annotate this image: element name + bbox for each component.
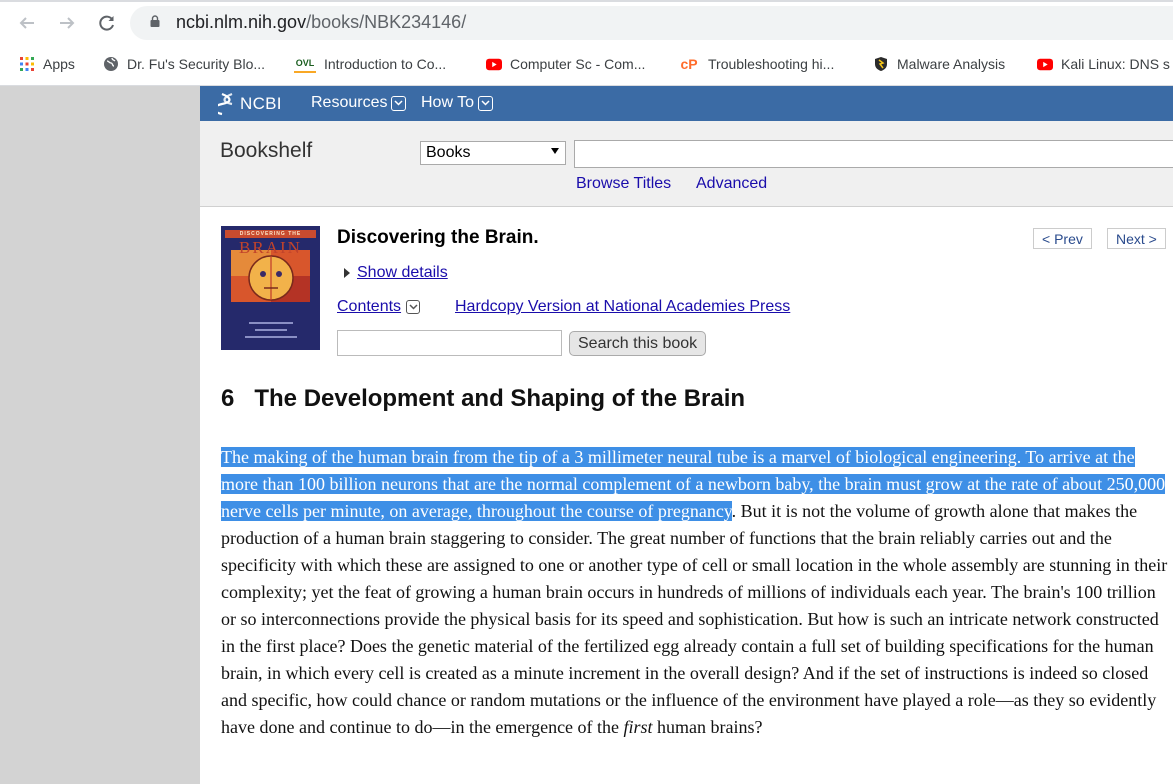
selected-text: The making of the human brain from the tip of a 3 millimeter neural tube is a marvel of biological engineering. To arrive at the more than 100 billion neurons that are the normal complement of a newborn baby, the brain must grow at the rate of about 250,000 nerve cells per minute, on average, throughout the course of pregnancy bbox=[221, 447, 1166, 521]
chapter-paragraph bbox=[221, 444, 1173, 741]
bookmark-label: Kali Linux: DNS s bbox=[1061, 56, 1170, 72]
menu-label: Resources bbox=[311, 94, 388, 111]
ncbi-header bbox=[200, 86, 1173, 121]
page-left-margin bbox=[0, 86, 200, 784]
dropdown-arrow-icon bbox=[551, 148, 559, 154]
bookmark-label: Malware Analysis bbox=[897, 56, 1006, 72]
search-this-book-button[interactable]: Search this book bbox=[569, 331, 706, 356]
menu-resources[interactable] bbox=[311, 94, 406, 112]
chevron-down-icon bbox=[406, 300, 420, 314]
disclosure-triangle-icon bbox=[344, 268, 350, 278]
url-text[interactable] bbox=[176, 12, 466, 33]
emphasis-text: first bbox=[623, 717, 653, 737]
bookmark-introduction[interactable] bbox=[294, 54, 446, 74]
back-button[interactable] bbox=[14, 10, 40, 36]
contents-link: Contents bbox=[337, 298, 402, 315]
bookmark-label: Computer Sc - Com... bbox=[510, 56, 646, 72]
apps-grid-icon bbox=[19, 56, 35, 72]
browser-chrome bbox=[0, 0, 1173, 86]
database-select[interactable] bbox=[420, 141, 566, 165]
bookmarks-bar bbox=[0, 46, 1173, 82]
chapter-number: 6 bbox=[221, 385, 235, 412]
web-page bbox=[200, 86, 1173, 784]
chapter-title: The Development and Shaping of the Brain bbox=[254, 385, 746, 412]
search-input[interactable] bbox=[574, 140, 1173, 168]
hardcopy-link[interactable]: Hardcopy Version at National Academies Press bbox=[455, 298, 791, 315]
chapter-heading bbox=[221, 385, 745, 413]
bookmark-computer-sc[interactable] bbox=[486, 54, 645, 74]
tab-strip-edge bbox=[0, 0, 1173, 2]
lock-icon bbox=[150, 15, 160, 27]
bookmark-troubleshooting[interactable] bbox=[678, 54, 834, 74]
ncbi-logo[interactable] bbox=[218, 92, 282, 116]
cover-title-main: BRAIN bbox=[239, 238, 302, 257]
reload-button[interactable] bbox=[94, 10, 120, 36]
bookmark-kali-linux[interactable] bbox=[1037, 54, 1170, 74]
prev-button[interactable]: < Prev bbox=[1033, 228, 1092, 249]
database-select-value: Books bbox=[426, 144, 471, 161]
show-details-toggle[interactable] bbox=[344, 264, 448, 282]
cover-title-top: DISCOVERING THE bbox=[239, 231, 302, 237]
arrow-left-icon bbox=[18, 14, 36, 32]
browse-titles-link[interactable]: Browse Titles bbox=[576, 175, 672, 192]
forward-button[interactable] bbox=[54, 10, 80, 36]
search-bar-area bbox=[200, 121, 1173, 207]
chevron-down-icon bbox=[478, 96, 493, 111]
menu-how-to[interactable] bbox=[421, 94, 493, 112]
bookmark-label: Dr. Fu's Security Blo... bbox=[127, 56, 266, 72]
chevron-down-icon bbox=[391, 96, 406, 111]
advanced-search-link[interactable]: Advanced bbox=[696, 175, 768, 192]
reload-icon bbox=[98, 14, 116, 32]
bookmark-security-blog[interactable] bbox=[103, 54, 265, 74]
book-cover[interactable] bbox=[221, 226, 320, 350]
bookmark-label: Apps bbox=[43, 56, 75, 72]
youtube-icon bbox=[486, 56, 502, 72]
dna-helix-icon bbox=[218, 92, 236, 116]
cpanel-icon: cP bbox=[680, 56, 698, 72]
paragraph-text: . But it is not the volume of growth alone that makes the production of a human brain staggering to consider. The great number of functions that the brain reliably carries out and the specificity with which these are assigned to one or another type of cell or small location in the whole assembly are stunning in their complexity; yet the feat of growing a human brain occurs in hundreds of millions of individuals each year. The brain's 100 trillion or so interconnections provide the physical basis for its speed and sophistication. But how is such an intricate network constructed in the first place? Does the genetic material of the fertilized egg already contain a full set of building specifications for the human brain, in which every cell is created as a minute increment in the overall design? And if the set of instructions is indeed so closed and specific, how could chance or random mutations or the influence of the environment have played a role—as they so evidently have done and continue to do—in the emergence of the bbox=[221, 501, 1168, 737]
shield-icon bbox=[873, 56, 889, 72]
book-title: Discovering the Brain. bbox=[337, 227, 539, 248]
globe-icon bbox=[103, 56, 119, 72]
bookmark-malware-analysis[interactable] bbox=[873, 54, 1005, 74]
section-title: Bookshelf bbox=[220, 139, 313, 162]
paragraph-text-end: human brains? bbox=[652, 717, 763, 737]
book-search-input[interactable] bbox=[337, 330, 562, 356]
youtube-icon bbox=[1037, 56, 1053, 72]
ovl-logo-icon: OVL bbox=[294, 55, 316, 73]
next-button[interactable]: Next > bbox=[1107, 228, 1166, 249]
ncbi-logo-text: NCBI bbox=[240, 94, 282, 113]
show-details-link: Show details bbox=[357, 264, 448, 281]
bookmark-label: Troubleshooting hi... bbox=[708, 56, 835, 72]
contents-menu[interactable] bbox=[337, 298, 420, 316]
url-path: /books/NBK234146/ bbox=[306, 12, 467, 32]
menu-label: How To bbox=[421, 94, 475, 111]
url-domain: ncbi.nlm.nih.gov bbox=[176, 12, 307, 32]
arrow-right-icon bbox=[58, 14, 76, 32]
bookmark-label: Introduction to Co... bbox=[324, 56, 447, 72]
bookmark-apps[interactable] bbox=[19, 54, 75, 74]
